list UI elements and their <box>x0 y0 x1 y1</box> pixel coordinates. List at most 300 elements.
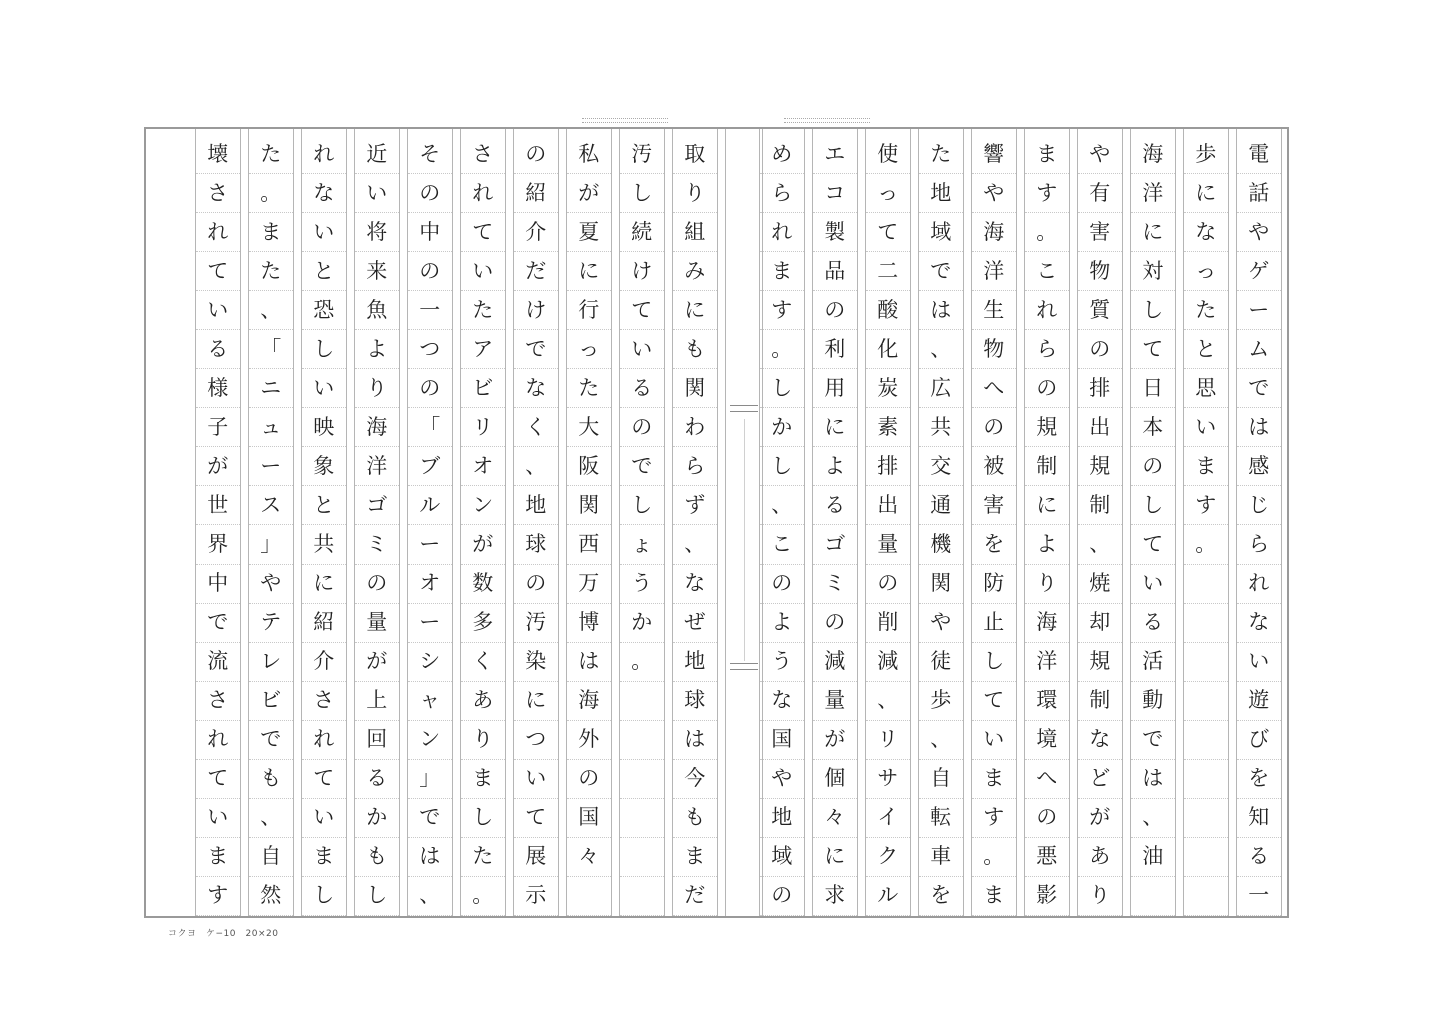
grid-cell: し <box>302 330 346 369</box>
grid-cell: 、 <box>1131 799 1175 838</box>
grid-cell: ま <box>1025 135 1069 174</box>
grid-cell: 恐 <box>302 291 346 330</box>
grid-cell: ま <box>760 252 804 291</box>
grid-cell: 象 <box>302 447 346 486</box>
grid-cell: れ <box>302 721 346 760</box>
grid-cell: か <box>620 604 664 643</box>
grid-cell: 。 <box>249 174 293 213</box>
grid-cell: で <box>620 447 664 486</box>
grid-cell: 域 <box>919 213 963 252</box>
grid-cell: た <box>461 291 505 330</box>
grid-cell <box>1184 643 1228 682</box>
grid-cell: な <box>302 174 346 213</box>
grid-cell: し <box>620 486 664 525</box>
grid-cell: エ <box>813 135 857 174</box>
grid-cell: ン <box>408 721 452 760</box>
grid-cell: 悪 <box>1025 838 1069 877</box>
grid-cell: て <box>1131 330 1175 369</box>
grid-cell: 、 <box>1078 526 1122 565</box>
grid-cell: の <box>514 565 558 604</box>
grid-cell: ニ <box>249 369 293 408</box>
grid-cell <box>1184 799 1228 838</box>
grid-cell: さ <box>302 682 346 721</box>
grid-cell: に <box>813 838 857 877</box>
grid-cell: 来 <box>355 252 399 291</box>
grid-cell: 海 <box>1131 135 1175 174</box>
grid-cell <box>1184 682 1228 721</box>
grid-cell <box>620 877 664 916</box>
grid-cell: あ <box>461 682 505 721</box>
grid-cell: の <box>408 369 452 408</box>
grid-cell: ク <box>866 838 910 877</box>
grid-cell: 影 <box>1025 877 1069 916</box>
grid-cell: 。 <box>620 643 664 682</box>
grid-cell: が <box>813 721 857 760</box>
grid-cell <box>1184 604 1228 643</box>
grid-cell: ミ <box>813 565 857 604</box>
grid-cell: 規 <box>1078 447 1122 486</box>
grid-cell: 関 <box>919 565 963 604</box>
grid-cell: 制 <box>1025 447 1069 486</box>
grid-cell: い <box>302 369 346 408</box>
grid-cell: は <box>1237 408 1281 447</box>
grid-cell: じ <box>1237 486 1281 525</box>
grid-cell: し <box>1131 291 1175 330</box>
grid-cell: で <box>919 252 963 291</box>
grid-cell: よ <box>813 447 857 486</box>
grid-cell: 、 <box>249 291 293 330</box>
grid-cell: の <box>972 408 1016 447</box>
grid-cell: 万 <box>567 565 611 604</box>
paper-product-label: コクヨ ケ−10 20×20 <box>168 929 279 939</box>
grid-cell <box>1131 877 1175 916</box>
grid-cell: 転 <box>919 799 963 838</box>
grid-cell: た <box>249 252 293 291</box>
grid-cell: 品 <box>813 252 857 291</box>
grid-cell: 汚 <box>620 135 664 174</box>
grid-cell: る <box>355 760 399 799</box>
grid-cell: な <box>1237 604 1281 643</box>
grid-cell: 、 <box>919 721 963 760</box>
grid-cell: リ <box>866 721 910 760</box>
grid-cell: 夏 <box>567 213 611 252</box>
grid-cell: は <box>673 721 717 760</box>
grid-cell: す <box>196 877 240 916</box>
left-page-column-5 <box>460 129 506 916</box>
grid-cell: 製 <box>813 213 857 252</box>
left-page-column-2 <box>619 129 665 916</box>
grid-cell: 通 <box>919 486 963 525</box>
grid-cell: 博 <box>567 604 611 643</box>
grid-cell: 取 <box>673 135 717 174</box>
grid-cell: 国 <box>760 721 804 760</box>
grid-cell: い <box>1184 408 1228 447</box>
grid-cell: い <box>302 799 346 838</box>
right-page-column-3 <box>1130 129 1176 916</box>
grid-cell: な <box>673 565 717 604</box>
grid-cell: て <box>972 682 1016 721</box>
grid-cell: へ <box>1025 760 1069 799</box>
grid-cell: ー <box>249 447 293 486</box>
grid-cell: く <box>514 408 558 447</box>
grid-cell: て <box>461 213 505 252</box>
grid-cell: や <box>919 604 963 643</box>
grid-cell: 、 <box>514 447 558 486</box>
grid-cell: ル <box>866 877 910 916</box>
grid-cell: が <box>461 526 505 565</box>
grid-cell: 近 <box>355 135 399 174</box>
right-page-column-7 <box>918 129 964 916</box>
grid-cell: 出 <box>866 486 910 525</box>
grid-cell: 素 <box>866 408 910 447</box>
grid-cell: 知 <box>1237 799 1281 838</box>
grid-cell: 二 <box>866 252 910 291</box>
grid-cell: い <box>196 799 240 838</box>
grid-cell: ビ <box>461 369 505 408</box>
grid-cell: 、 <box>408 877 452 916</box>
grid-cell: て <box>302 760 346 799</box>
grid-cell: し <box>355 877 399 916</box>
grid-cell: 界 <box>196 526 240 565</box>
grid-cell: 流 <box>196 643 240 682</box>
grid-cell: り <box>461 721 505 760</box>
grid-cell: れ <box>196 213 240 252</box>
grid-cell <box>1184 721 1228 760</box>
grid-cell: 広 <box>919 369 963 408</box>
grid-cell: 防 <box>972 565 1016 604</box>
grid-cell: い <box>514 760 558 799</box>
grid-cell: 共 <box>302 526 346 565</box>
grid-cell: 求 <box>813 877 857 916</box>
grid-cell: 、 <box>866 682 910 721</box>
grid-cell: て <box>620 291 664 330</box>
grid-cell: け <box>514 291 558 330</box>
grid-cell: び <box>1237 721 1281 760</box>
grid-cell: ま <box>972 760 1016 799</box>
grid-cell: は <box>1131 760 1175 799</box>
grid-cell: 々 <box>567 838 611 877</box>
grid-cell: も <box>673 799 717 838</box>
grid-cell: 西 <box>567 526 611 565</box>
grid-cell: 」 <box>408 760 452 799</box>
grid-cell: 介 <box>302 643 346 682</box>
grid-cell: す <box>1025 174 1069 213</box>
grid-cell: 地 <box>514 486 558 525</box>
grid-cell: や <box>760 760 804 799</box>
grid-cell: 続 <box>620 213 664 252</box>
grid-cell: け <box>620 252 664 291</box>
grid-cell: 使 <box>866 135 910 174</box>
grid-cell: に <box>1131 213 1175 252</box>
grid-cell: い <box>620 330 664 369</box>
grid-cell: う <box>620 565 664 604</box>
grid-cell: で <box>408 799 452 838</box>
grid-cell: り <box>673 174 717 213</box>
grid-cell: り <box>355 369 399 408</box>
grid-cell: 活 <box>1131 643 1175 682</box>
grid-cell: 。 <box>1025 213 1069 252</box>
grid-cell: 壊 <box>196 135 240 174</box>
grid-cell: 大 <box>567 408 611 447</box>
right-page-column-5 <box>1024 129 1070 916</box>
grid-cell: 域 <box>760 838 804 877</box>
grid-cell: 上 <box>355 682 399 721</box>
grid-cell: 組 <box>673 213 717 252</box>
grid-cell: 酸 <box>866 291 910 330</box>
grid-cell: や <box>249 565 293 604</box>
right-page-column-8 <box>865 129 911 916</box>
grid-cell: い <box>1237 643 1281 682</box>
grid-cell: や <box>1078 135 1122 174</box>
grid-cell: ら <box>760 174 804 213</box>
grid-cell: を <box>972 526 1016 565</box>
grid-cell: わ <box>673 408 717 447</box>
grid-cell: し <box>620 174 664 213</box>
grid-cell: 一 <box>1237 877 1281 916</box>
grid-cell: 車 <box>919 838 963 877</box>
grid-cell: い <box>972 721 1016 760</box>
grid-cell: て <box>196 760 240 799</box>
grid-cell: 海 <box>972 213 1016 252</box>
grid-cell: う <box>760 643 804 682</box>
grid-cell: 。 <box>972 838 1016 877</box>
grid-cell: め <box>760 135 804 174</box>
grid-cell: か <box>355 799 399 838</box>
grid-cell: 共 <box>919 408 963 447</box>
grid-cell: は <box>408 838 452 877</box>
grid-cell: た <box>1184 291 1228 330</box>
right-page-column-9 <box>812 129 858 916</box>
grid-cell: 然 <box>249 877 293 916</box>
grid-cell: れ <box>1025 291 1069 330</box>
grid-cell: れ <box>1237 565 1281 604</box>
right-page-column-1 <box>1236 129 1282 916</box>
grid-cell: ら <box>1025 330 1069 369</box>
grid-cell: 中 <box>196 565 240 604</box>
grid-cell: り <box>1025 565 1069 604</box>
grid-cell: っ <box>1184 252 1228 291</box>
grid-cell: つ <box>514 721 558 760</box>
grid-cell: の <box>514 135 558 174</box>
grid-cell: 関 <box>673 369 717 408</box>
grid-cell: が <box>1078 799 1122 838</box>
grid-cell: 」 <box>249 526 293 565</box>
grid-cell: の <box>408 174 452 213</box>
grid-cell: 。 <box>760 330 804 369</box>
grid-cell: さ <box>196 682 240 721</box>
grid-cell: テ <box>249 604 293 643</box>
center-guide-line <box>744 419 745 661</box>
grid-cell: ら <box>1237 526 1281 565</box>
top-decoration-right <box>784 118 870 123</box>
grid-cell: で <box>514 330 558 369</box>
right-page-column-2 <box>1183 129 1229 916</box>
grid-cell: の <box>813 604 857 643</box>
grid-cell: っ <box>866 174 910 213</box>
grid-cell: コ <box>813 174 857 213</box>
grid-cell: し <box>302 877 346 916</box>
grid-cell: れ <box>461 174 505 213</box>
grid-cell: 出 <box>1078 408 1122 447</box>
grid-cell: 規 <box>1025 408 1069 447</box>
grid-cell: で <box>1237 369 1281 408</box>
grid-cell: か <box>760 408 804 447</box>
grid-cell: 被 <box>972 447 1016 486</box>
grid-cell: 展 <box>514 838 558 877</box>
grid-cell: 排 <box>866 447 910 486</box>
grid-cell: 将 <box>355 213 399 252</box>
center-mark-top <box>730 405 758 412</box>
grid-cell: に <box>514 682 558 721</box>
grid-cell: だ <box>673 877 717 916</box>
grid-cell: 介 <box>514 213 558 252</box>
grid-cell: で <box>1131 721 1175 760</box>
grid-cell: 歩 <box>1184 135 1228 174</box>
grid-cell: も <box>673 330 717 369</box>
grid-cell: イ <box>866 799 910 838</box>
grid-cell: 却 <box>1078 604 1122 643</box>
grid-cell: ど <box>1078 760 1122 799</box>
grid-cell: 個 <box>813 760 857 799</box>
grid-cell: ー <box>408 604 452 643</box>
center-binding-band <box>725 129 763 916</box>
grid-cell: 球 <box>514 526 558 565</box>
grid-cell: 「 <box>249 330 293 369</box>
grid-cell: て <box>866 213 910 252</box>
grid-cell: 制 <box>1078 486 1122 525</box>
grid-cell: 行 <box>567 291 611 330</box>
grid-cell: 今 <box>673 760 717 799</box>
manuscript-sheet <box>144 127 1289 918</box>
grid-cell: も <box>355 838 399 877</box>
grid-cell: と <box>302 252 346 291</box>
grid-cell: 紹 <box>514 174 558 213</box>
grid-cell: の <box>567 760 611 799</box>
grid-cell: ぜ <box>673 604 717 643</box>
grid-cell <box>620 760 664 799</box>
grid-cell: が <box>567 174 611 213</box>
grid-cell: た <box>919 135 963 174</box>
grid-cell: 有 <box>1078 174 1122 213</box>
grid-cell: 本 <box>1131 408 1175 447</box>
grid-cell: 害 <box>1078 213 1122 252</box>
grid-cell: 響 <box>972 135 1016 174</box>
grid-cell: は <box>919 291 963 330</box>
grid-cell: 動 <box>1131 682 1175 721</box>
grid-cell: の <box>1025 369 1069 408</box>
grid-cell: ら <box>673 447 717 486</box>
grid-cell: 環 <box>1025 682 1069 721</box>
grid-cell: よ <box>355 330 399 369</box>
grid-cell: 阪 <box>567 447 611 486</box>
grid-cell: し <box>1131 486 1175 525</box>
grid-cell: こ <box>1025 252 1069 291</box>
grid-cell: を <box>919 877 963 916</box>
grid-cell: 回 <box>355 721 399 760</box>
grid-cell: く <box>461 643 505 682</box>
right-page-column-4 <box>1077 129 1123 916</box>
grid-cell: し <box>461 799 505 838</box>
grid-cell: に <box>813 408 857 447</box>
grid-cell: 多 <box>461 604 505 643</box>
grid-cell: 物 <box>1078 252 1122 291</box>
grid-cell: 徒 <box>919 643 963 682</box>
grid-cell: 物 <box>972 330 1016 369</box>
grid-cell: 々 <box>813 799 857 838</box>
grid-cell: の <box>760 877 804 916</box>
grid-cell: で <box>196 604 240 643</box>
grid-cell: た <box>567 369 611 408</box>
grid-cell: ま <box>673 838 717 877</box>
grid-cell: の <box>866 565 910 604</box>
grid-cell: い <box>461 252 505 291</box>
grid-cell: 話 <box>1237 174 1281 213</box>
grid-cell: 中 <box>408 213 452 252</box>
grid-cell <box>1184 838 1228 877</box>
grid-cell: 止 <box>972 604 1016 643</box>
grid-cell: こ <box>760 526 804 565</box>
grid-cell: 規 <box>1078 643 1122 682</box>
grid-cell: の <box>355 565 399 604</box>
grid-cell: い <box>196 291 240 330</box>
grid-cell: ず <box>673 486 717 525</box>
grid-cell: 海 <box>1025 604 1069 643</box>
grid-cell: の <box>1078 330 1122 369</box>
grid-cell: て <box>514 799 558 838</box>
grid-cell: の <box>760 565 804 604</box>
grid-cell: 子 <box>196 408 240 447</box>
grid-cell: 、 <box>919 330 963 369</box>
grid-cell: な <box>1078 721 1122 760</box>
grid-cell: 魚 <box>355 291 399 330</box>
grid-cell: 海 <box>567 682 611 721</box>
grid-cell: い <box>1131 565 1175 604</box>
grid-cell: ュ <box>249 408 293 447</box>
grid-cell: と <box>302 486 346 525</box>
grid-cell: 減 <box>813 643 857 682</box>
grid-cell: い <box>302 213 346 252</box>
left-page-column-1 <box>672 129 718 916</box>
grid-cell: 外 <box>567 721 611 760</box>
grid-cell: 生 <box>972 291 1016 330</box>
grid-cell: 利 <box>813 330 857 369</box>
grid-cell: 洋 <box>1025 643 1069 682</box>
grid-cell: て <box>1131 526 1175 565</box>
grid-cell: 地 <box>760 799 804 838</box>
grid-cell: ま <box>196 838 240 877</box>
grid-cell: 私 <box>567 135 611 174</box>
grid-cell: ま <box>1184 447 1228 486</box>
grid-cell: で <box>249 721 293 760</box>
grid-cell: の <box>620 408 664 447</box>
grid-cell: に <box>302 565 346 604</box>
grid-cell: れ <box>760 213 804 252</box>
grid-cell: の <box>1131 447 1175 486</box>
left-page-column-9 <box>248 129 294 916</box>
grid-cell: だ <box>514 252 558 291</box>
grid-cell: 様 <box>196 369 240 408</box>
grid-cell: 洋 <box>355 447 399 486</box>
grid-cell: た <box>249 135 293 174</box>
grid-cell: 量 <box>813 682 857 721</box>
grid-cell: す <box>1184 486 1228 525</box>
grid-cell: に <box>1184 174 1228 213</box>
grid-cell: 遊 <box>1237 682 1281 721</box>
left-page-column-7 <box>354 129 400 916</box>
grid-cell: ー <box>1237 291 1281 330</box>
grid-cell: 思 <box>1184 369 1228 408</box>
grid-cell: に <box>1025 486 1069 525</box>
